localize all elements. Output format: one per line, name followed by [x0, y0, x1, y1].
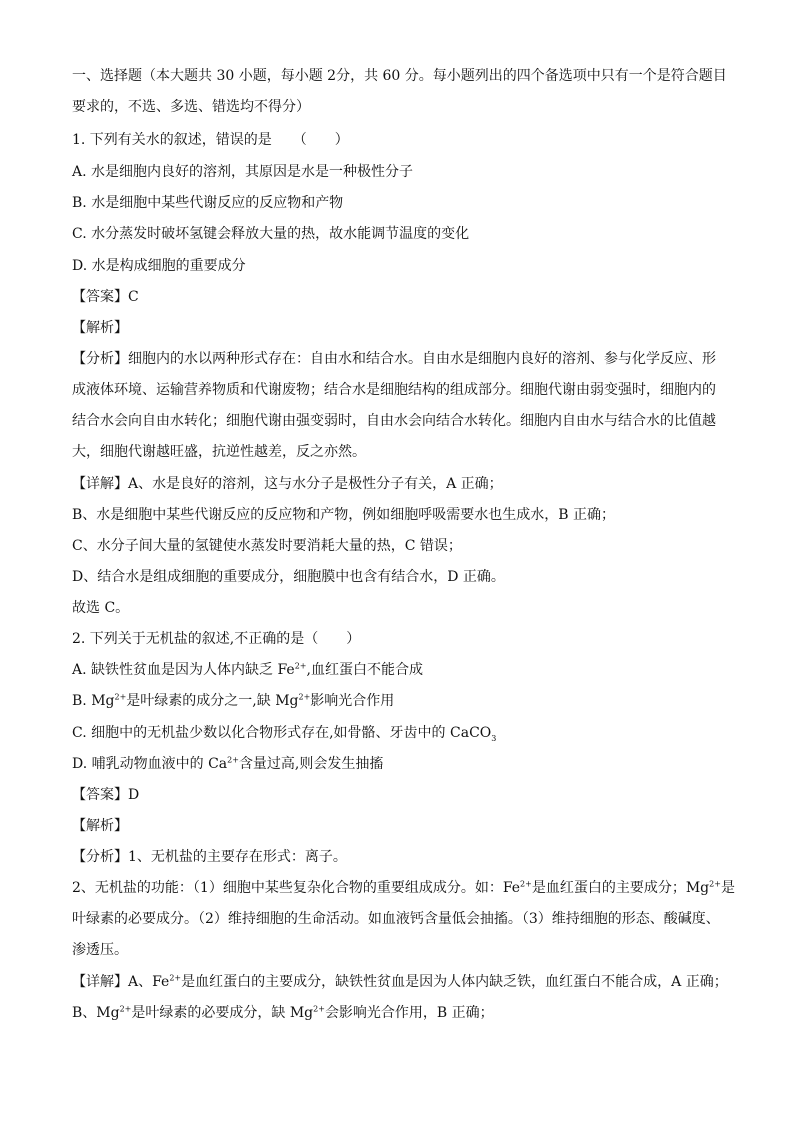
q2-option-b-sup-2: 2+ [298, 692, 311, 702]
q2-option-c-sub: 3 [491, 733, 497, 743]
q2-xiangjie-1-text-2: 是血红蛋白的主要成分，缺铁性贫血是因为人体内缺乏铁，血红蛋白不能合成，A 正确； [181, 974, 728, 990]
q1-option-b: B. 水是细胞中某些代谢反应的反应物和产物 [72, 195, 344, 211]
q2-xiangjie-line-1 [72, 973, 732, 991]
q2-xiangjie-1-sup: 2+ [169, 973, 182, 983]
q1-xiangjie-line-4: D、结合水是组成细胞的重要成分，细胞膜中也含有结合水，D 正确。 [72, 569, 505, 585]
section-header-line-1: 一、选择题（本大题共 30 小题，每小题 2分，共 60 分。每小题列出的四个备选项中只有一个是符合题目 [72, 68, 727, 84]
q1-xiangjie-line-2: B、水是细胞中某些代谢反应的反应物和产物，例如细胞呼吸需要水也生成水，B 正确； [72, 507, 616, 523]
q1-fenxi-line-3: 结合水会向自由水转化；细胞代谢由强变弱时，自由水会向结合水转化。细胞内自由水与结合水的比值越 [72, 413, 716, 429]
q2-xiangjie-2-sup-2: 2+ [313, 1004, 325, 1014]
q2-fenxi-2-text-2: 是血红蛋白的主要成分；Mg [531, 880, 710, 896]
q1-analysis-label: 【解析】 [72, 320, 128, 336]
q2-xiangjie-2-text-2: 是叶绿素的必要成分，缺 Mg [131, 1005, 314, 1021]
q2-xiangjie-2-text-1: B、Mg [72, 1005, 120, 1021]
q2-fenxi-2-sup-1: 2+ [520, 879, 532, 889]
q2-fenxi-2-text-3: 是 [720, 880, 735, 896]
q2-option-b-text-3: 影响光合作用 [310, 693, 395, 709]
q1-option-a: A. 水是细胞内良好的溶剂，其原因是水是一种极性分子 [72, 164, 414, 180]
q1-fenxi-line-1: 【分析】细胞内的水以两种形式存在：自由水和结合水。自由水是细胞内良好的溶剂、参与化学反应、形 [72, 351, 716, 367]
q2-option-d-text-2: 含量过高,则会发生抽搐 [238, 756, 384, 772]
q2-option-c [72, 724, 732, 742]
q2-option-b-sup-1: 2+ [114, 692, 127, 702]
q2-xiangjie-1-text-1: 【详解】A、Fe [72, 974, 170, 990]
q2-xiangjie-line-2 [72, 1004, 732, 1022]
q2-fenxi-line-3: 叶绿素的必要成分。（2）维持细胞的生命活动。如血液钙含量低会抽搐。（3）维持细胞的形态、酸碱度、 [72, 911, 720, 927]
q2-option-b [72, 692, 732, 710]
q2-option-d-sup: 2+ [227, 755, 239, 765]
q1-conclusion: 故选 C。 [72, 600, 130, 616]
q2-fenxi-line-2 [72, 879, 735, 897]
q1-fenxi-line-2: 成液体环境、运输营养物质和代谢废物；结合水是细胞结构的组成部分。细胞代谢由弱变强时，细胞内的 [72, 382, 716, 398]
q2-fenxi-2-text-1: 2、无机盐的功能：（1）细胞中某些复杂化合物的重要组成成分。如：Fe [72, 880, 521, 896]
q2-fenxi-line-4: 渗透压。 [72, 942, 128, 958]
q1-stem: 1. 下列有关水的叙述，错误的是 （ ） [72, 132, 349, 148]
q1-fenxi-line-4: 大，细胞代谢越旺盛，抗逆性越差，反之亦然。 [72, 444, 366, 460]
q2-option-b-text-1: B. Mg [72, 693, 115, 709]
q1-xiangjie-line-1: 【详解】A、水是良好的溶剂，这与水分子是极性分子有关，A 正确； [72, 476, 503, 492]
q2-option-a [72, 661, 732, 679]
q2-option-a-sup: 2+ [294, 661, 307, 671]
q2-xiangjie-2-text-3: 会影响光合作用，B 正确； [324, 1005, 494, 1021]
q2-fenxi-2-sup-2: 2+ [709, 879, 721, 889]
q2-stem: 2. 下列关于无机盐的叙述,不正确的是（ ） [72, 631, 361, 647]
q2-option-c-text: C. 细胞中的无机盐少数以化合物形式存在,如骨骼、牙齿中的 CaCO [72, 725, 492, 741]
section-header-line-2: 要求的，不选、多选、错选均不得分） [72, 99, 310, 115]
q2-option-d-text-1: D. 哺乳动物血液中的 Ca [72, 756, 228, 772]
q2-option-b-text-2: 是叶绿素的成分之一,缺 Mg [126, 693, 299, 709]
q2-analysis-label: 【解析】 [72, 818, 128, 834]
q2-fenxi-line-1: 【分析】1、无机盐的主要存在形式：离子。 [72, 849, 347, 865]
q1-option-c: C. 水分蒸发时破坏氢键会释放大量的热，故水能调节温度的变化 [72, 226, 470, 242]
q2-option-a-text-1: A. 缺铁性贫血是因为人体内缺乏 Fe [72, 662, 295, 678]
q2-option-a-text-2: ,血红蛋白不能合成 [306, 662, 423, 678]
q1-option-d: D. 水是构成细胞的重要成分 [72, 258, 246, 274]
q1-xiangjie-line-3: C、水分子间大量的氢键使水蒸发时要消耗大量的热，C 错误； [72, 538, 462, 554]
q1-answer: 【答案】C [72, 289, 139, 305]
q2-xiangjie-2-sup-1: 2+ [119, 1004, 132, 1014]
q2-option-d [72, 755, 732, 773]
q2-answer: 【答案】D [72, 787, 140, 803]
